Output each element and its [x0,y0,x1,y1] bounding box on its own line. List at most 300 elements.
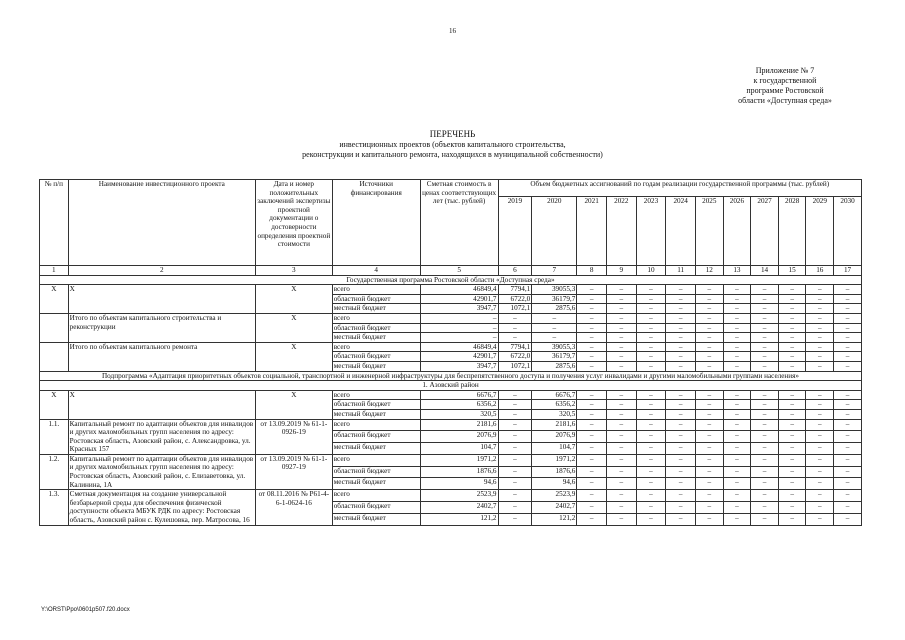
year-value: – [751,419,779,431]
table-row [40,390,862,400]
year-value: – [532,333,577,343]
year-value: – [498,443,532,455]
year-value: – [778,409,806,419]
year-value: – [577,342,607,352]
year-value: – [577,502,607,514]
year-value: – [806,352,834,362]
year-value: – [723,333,751,343]
year-value: – [806,323,834,333]
year-value: – [723,352,751,362]
column-number: 9 [606,266,636,276]
year-value: – [636,419,666,431]
project-name: X [68,390,255,419]
year-value: – [606,342,636,352]
year-value: – [636,490,666,502]
year-value: – [636,323,666,333]
year-value: 39055,3 [532,342,577,352]
year-value: – [806,333,834,343]
year-value: – [606,304,636,314]
header-source: Источники финансирования [332,180,420,266]
year-value: – [666,513,696,525]
estimated-cost: 320,5 [420,409,498,419]
year-value: – [778,400,806,410]
year-value: – [723,409,751,419]
year-value: – [636,513,666,525]
estimated-cost: 42901,7 [420,352,498,362]
year-value: – [636,409,666,419]
year-value: – [577,285,607,295]
document-subtitle [190,140,715,160]
year-value: – [834,454,862,466]
year-value: – [606,333,636,343]
year-value: – [723,285,751,295]
year-value: – [834,390,862,400]
project-number: 1.3. [40,490,69,525]
funding-source: областной бюджет [332,323,420,333]
funding-source: местный бюджет [332,333,420,343]
year-value: 1072,1 [498,304,532,314]
estimated-cost: 2523,9 [420,490,498,502]
project-number [40,342,69,371]
funding-source: всего [332,454,420,466]
year-value: – [806,304,834,314]
year-value: – [636,478,666,490]
year-value: – [834,409,862,419]
year-value: – [666,478,696,490]
column-number: 10 [636,266,666,276]
year-value: – [834,361,862,371]
year-value: – [606,454,636,466]
project-name: Капитальный ремонт по адаптации объектов для инвалидов и других маломобильных групп населения по адресу: Ростовская область, Азовский район, с. Елизаветовка, ул. Калинина, 1А [68,454,255,489]
year-value: – [751,513,779,525]
year-value: – [666,294,696,304]
funding-source: всего [332,285,420,295]
year-value: – [577,323,607,333]
column-number: 3 [255,266,332,276]
table-row [40,490,862,502]
year-value: – [778,502,806,514]
header-year: 2019 [498,197,532,266]
year-value: – [666,454,696,466]
page-number: 16 [449,27,456,35]
year-value: – [636,304,666,314]
year-value: – [695,294,723,304]
year-value: – [606,294,636,304]
year-value: – [723,454,751,466]
column-number: 6 [498,266,532,276]
year-value: 320,5 [532,409,577,419]
funding-source: областной бюджет [332,466,420,478]
year-value: – [695,502,723,514]
year-value: – [806,419,834,431]
year-value: – [834,502,862,514]
year-value: – [834,431,862,443]
year-value: – [751,400,779,410]
year-value: – [636,431,666,443]
year-value: – [751,294,779,304]
subtitle-line: инвестиционных проектов (объектов капитального строительства, [339,140,566,149]
header-year: 2024 [666,197,696,266]
estimated-cost: 46849,4 [420,285,498,295]
year-value: – [498,400,532,410]
table-row [40,342,862,352]
funding-source: областной бюджет [332,400,420,410]
year-value: – [695,304,723,314]
year-value: – [666,352,696,362]
year-value: – [606,419,636,431]
table-row [40,285,862,295]
column-number: 7 [532,266,577,276]
annex-block [700,66,870,106]
year-value: – [751,431,779,443]
year-value: – [723,323,751,333]
year-value: 6722,0 [498,352,532,362]
estimated-cost: 3947,7 [420,361,498,371]
year-value: – [751,478,779,490]
year-value: – [806,466,834,478]
year-value: 36179,7 [532,352,577,362]
table-row [40,419,862,431]
year-value: – [723,478,751,490]
estimated-cost: 2181,6 [420,419,498,431]
year-value: – [834,342,862,352]
year-value: – [806,313,834,323]
document-title: ПЕРЕЧЕНЬ [429,129,476,139]
year-value: – [778,454,806,466]
year-value: – [806,443,834,455]
table-row [40,454,862,466]
section-subprogram: Подпрограмма «Адаптация приоритетных объектов социальной, транспортной и инженерной инфраструктуры для беспрепятственного доступа и получения услуг инвалидами и другими маломобильными группами населения» [40,371,862,381]
year-value: – [666,333,696,343]
year-value: – [806,400,834,410]
year-value: – [778,333,806,343]
year-value: – [577,333,607,343]
year-value: – [751,443,779,455]
year-value: – [666,400,696,410]
year-value: – [606,466,636,478]
year-value: – [577,513,607,525]
year-value: 2402,7 [532,502,577,514]
estimated-cost: 121,2 [420,513,498,525]
year-value: – [577,490,607,502]
year-value: – [723,419,751,431]
year-value: – [695,431,723,443]
year-value: – [695,400,723,410]
year-value: – [498,454,532,466]
year-value: – [666,342,696,352]
year-value: – [751,361,779,371]
year-value: – [606,502,636,514]
year-value: – [723,361,751,371]
year-value: – [606,323,636,333]
year-value: – [498,513,532,525]
year-value: – [606,390,636,400]
project-number: X [40,285,69,314]
estimated-cost: – [420,333,498,343]
year-value: – [666,419,696,431]
funding-source: всего [332,419,420,431]
funding-source: областной бюджет [332,431,420,443]
year-value: – [723,400,751,410]
funding-source: местный бюджет [332,304,420,314]
year-value: – [636,313,666,323]
year-value: – [778,419,806,431]
year-value: – [751,390,779,400]
year-value: – [498,478,532,490]
year-value: – [666,409,696,419]
year-value: – [778,490,806,502]
year-value: – [606,409,636,419]
year-value: – [577,409,607,419]
funding-source: местный бюджет [332,409,420,419]
year-value: – [751,502,779,514]
year-value: – [606,352,636,362]
estimated-cost: 2076,9 [420,431,498,443]
year-value: – [577,400,607,410]
year-value: – [666,443,696,455]
year-value: – [577,390,607,400]
funding-source: областной бюджет [332,502,420,514]
year-value: – [606,443,636,455]
expertise-date: X [255,390,332,419]
year-value: – [498,466,532,478]
year-value: – [806,502,834,514]
year-value: – [834,443,862,455]
year-value: 7794,1 [498,342,532,352]
year-value: – [778,352,806,362]
year-value: – [778,285,806,295]
header-year: 2026 [723,197,751,266]
year-value: – [577,431,607,443]
year-value: – [778,390,806,400]
project-number: 1.1. [40,419,69,454]
year-value: – [695,454,723,466]
header-cost: Сметная стоимость в ценах соответствующих лет (тыс. рублей) [420,180,498,266]
column-number: 5 [420,266,498,276]
header-year: 2020 [532,197,577,266]
estimated-cost: 46849,4 [420,342,498,352]
year-value: – [636,443,666,455]
year-value: – [834,352,862,362]
year-value: – [834,400,862,410]
year-value: – [778,361,806,371]
year-value: – [532,313,577,323]
column-number: 17 [834,266,862,276]
year-value: – [751,333,779,343]
estimated-cost: 1876,6 [420,466,498,478]
year-value: – [778,294,806,304]
annex-line: программе Ростовской [746,86,824,95]
project-number: X [40,390,69,419]
year-value: – [666,323,696,333]
year-value: – [778,304,806,314]
year-value: – [695,490,723,502]
year-value: – [751,454,779,466]
year-value: – [636,352,666,362]
funding-source: местный бюджет [332,443,420,455]
annex-line: Приложение № 7 [755,66,815,75]
column-number: 2 [68,266,255,276]
year-value: – [606,313,636,323]
year-value: 6356,2 [532,400,577,410]
year-value: – [695,342,723,352]
project-number: 1.2. [40,454,69,489]
column-number: 14 [751,266,779,276]
year-value: – [834,285,862,295]
project-name: Итого по объектам капитального ремонта [68,342,255,371]
funding-source: местный бюджет [332,361,420,371]
year-value: – [577,466,607,478]
year-value: – [498,323,532,333]
funding-source: всего [332,490,420,502]
year-value: – [498,333,532,343]
year-value: 94,6 [532,478,577,490]
funding-source: всего [332,390,420,400]
year-value: – [806,513,834,525]
year-value: – [606,285,636,295]
year-value: – [577,478,607,490]
header-year: 2027 [751,197,779,266]
column-number: 15 [778,266,806,276]
year-value: – [695,513,723,525]
annex-line: области «Доступная среда» [738,96,832,105]
year-value: – [806,454,834,466]
section-program: Государственная программа Ростовской области «Доступная среда» [40,275,862,285]
estimated-cost: 42901,7 [420,294,498,304]
subtitle-line: реконструкции и капитального ремонта, находящихся в муниципальной собственности) [302,150,603,159]
year-value: 2523,9 [532,490,577,502]
estimated-cost: – [420,323,498,333]
year-value: – [723,342,751,352]
column-number: 12 [695,266,723,276]
year-value: – [806,431,834,443]
year-value: – [723,490,751,502]
estimated-cost: 2402,7 [420,502,498,514]
year-value: – [806,390,834,400]
year-value: – [577,419,607,431]
header-year: 2021 [577,197,607,266]
year-value: – [834,513,862,525]
header-year: 2028 [778,197,806,266]
year-value: – [695,443,723,455]
year-value: – [577,304,607,314]
year-value: – [636,285,666,295]
year-value: – [751,342,779,352]
column-number: 1 [40,266,69,276]
funding-source: всего [332,342,420,352]
year-value: – [666,313,696,323]
investment-projects-table [39,179,862,526]
funding-source: местный бюджет [332,513,420,525]
year-value: – [636,294,666,304]
estimated-cost: 6356,2 [420,400,498,410]
year-value: – [751,466,779,478]
year-value: – [666,490,696,502]
year-value: – [806,409,834,419]
year-value: – [806,294,834,304]
year-value: – [695,352,723,362]
funding-source: местный бюджет [332,478,420,490]
estimated-cost: 1971,2 [420,454,498,466]
estimated-cost: 3947,7 [420,304,498,314]
year-value: – [723,513,751,525]
year-value: – [636,466,666,478]
column-number: 4 [332,266,420,276]
year-value: – [636,400,666,410]
header-name: Наименование инвестиционного проекта [68,180,255,266]
estimated-cost: 94,6 [420,478,498,490]
year-value: – [834,294,862,304]
year-value: – [636,390,666,400]
year-value: – [577,361,607,371]
header-year: 2030 [834,197,862,266]
year-value: 36179,7 [532,294,577,304]
year-value: – [695,409,723,419]
year-value: – [778,513,806,525]
year-value: – [778,431,806,443]
project-name: X [68,285,255,314]
year-value: – [806,490,834,502]
year-value: – [695,361,723,371]
year-value: – [666,390,696,400]
year-value: – [834,466,862,478]
year-value: – [636,361,666,371]
table-row [40,313,862,323]
year-value: – [606,400,636,410]
project-name: Итого по объектам капитального строительства и реконструкции [68,313,255,342]
year-value: – [695,323,723,333]
year-value: – [751,304,779,314]
year-value: – [606,478,636,490]
year-value: – [577,454,607,466]
year-value: – [532,323,577,333]
year-value: – [666,502,696,514]
year-value: – [577,352,607,362]
year-value: – [498,313,532,323]
column-number: 16 [806,266,834,276]
year-value: – [577,294,607,304]
header-year: 2029 [806,197,834,266]
project-number [40,313,69,342]
year-value: – [577,313,607,323]
year-value: – [498,431,532,443]
year-value: 121,2 [532,513,577,525]
year-value: – [778,323,806,333]
file-path-footer: Y:\ORST\Ppo\0601p507.f20.docx [41,607,130,613]
year-value: 1971,2 [532,454,577,466]
header-no: № п/п [40,180,69,266]
year-value: – [636,502,666,514]
year-value: – [666,466,696,478]
year-value: – [806,285,834,295]
year-value: – [695,478,723,490]
year-value: – [834,419,862,431]
column-number: 11 [666,266,696,276]
year-value: – [778,466,806,478]
year-value: – [695,313,723,323]
year-value: – [606,361,636,371]
funding-source: областной бюджет [332,294,420,304]
year-value: – [834,490,862,502]
funding-source: всего [332,313,420,323]
year-value: 7794,1 [498,285,532,295]
year-value: – [751,409,779,419]
column-number: 13 [723,266,751,276]
year-value: – [606,431,636,443]
year-value: – [723,502,751,514]
year-value: – [498,409,532,419]
year-value: – [695,390,723,400]
